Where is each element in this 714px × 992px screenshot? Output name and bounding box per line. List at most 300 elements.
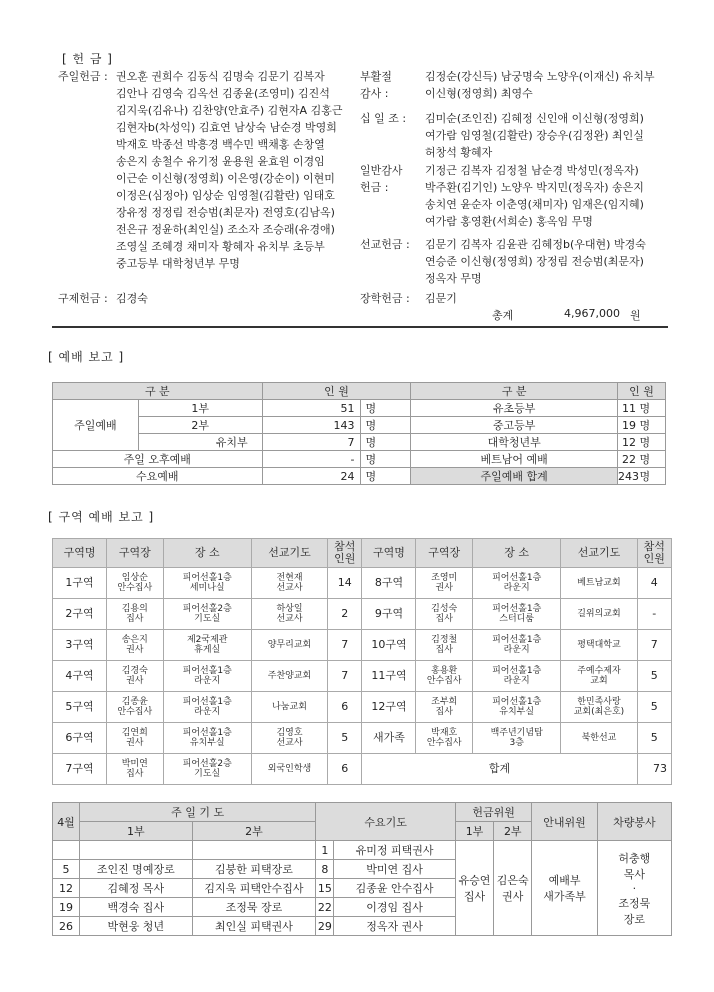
district-cell: [416, 599, 472, 630]
district-header-text: 구역장: [428, 546, 461, 559]
district-cell: [107, 723, 163, 754]
service-unit: 명: [639, 402, 651, 415]
district-cell: [251, 568, 327, 599]
district-cell-text: 주예수제자: [577, 666, 621, 676]
district-header-text: 참석: [334, 540, 356, 553]
district-cell: [107, 661, 163, 692]
service-name: 유초등부: [411, 400, 618, 417]
service-count-cell: [617, 400, 665, 417]
district-header-cell: [362, 539, 416, 568]
district-cell-text: 권사: [126, 738, 144, 748]
district-header-text: 선교기도: [268, 546, 311, 559]
service-unit: 명: [639, 419, 651, 432]
district-cell: [416, 568, 472, 599]
offering-donor-line: 김문기 김복자 김윤관 김혜정b(우대현) 박경숙: [425, 238, 646, 251]
duty-wed-prayer: 김종윤 안수집사: [334, 879, 456, 898]
offering-donor-line: 장유정 정정림 전승범(최문자) 전영호(김남옥): [116, 206, 335, 219]
district-cell-text: 김용의: [121, 604, 148, 614]
district-cell: [163, 599, 251, 630]
district-cell-text: 주찬양교회: [267, 671, 312, 681]
service-count: 19: [621, 419, 636, 432]
duty-wed-date: 8: [316, 860, 334, 879]
district-cell-text: 2: [341, 607, 349, 620]
service-count: 12: [621, 436, 636, 449]
duty-text: 권사: [502, 890, 524, 903]
district-row: [53, 599, 672, 630]
district-cell-text: 집사: [126, 769, 144, 779]
district-cell-text: 12구역: [371, 700, 407, 713]
duty-prayer-service2: 김지욱 피택안수집사: [192, 879, 316, 898]
district-cell: [328, 568, 362, 599]
district-cell: [637, 661, 671, 692]
district-cell: [472, 692, 560, 723]
offering-category-label: [58, 68, 108, 85]
duty-prayer-service1: 박현웅 청년: [80, 917, 193, 936]
duty-prayer-service2: 김붕한 피택장로: [192, 860, 316, 879]
offering-donor-list: [425, 236, 646, 287]
offering-donor-line: 김미순(조인진) 김혜정 신인애 이신형(정영희): [425, 112, 644, 125]
district-cell: [561, 692, 637, 723]
district-cell-text: 북한선교: [581, 733, 617, 743]
duty-wed-date: 1: [316, 841, 334, 860]
district-cell: [472, 568, 560, 599]
service-unit: 명: [361, 451, 411, 468]
district-header-text: 장 소: [504, 546, 530, 559]
district-cell-text: 길위의교회: [577, 609, 621, 619]
district-cell: [328, 692, 362, 723]
duty-text: 집사: [463, 890, 486, 903]
service-count: 24: [262, 468, 361, 485]
service-count-cell: [617, 434, 665, 451]
district-header-text: 장 소: [194, 546, 220, 559]
district-cell: [251, 661, 327, 692]
district-cell-text: 임상순: [121, 573, 148, 583]
duty-prayer-service2: 최인실 피택권사: [192, 917, 316, 936]
district-cell: [561, 661, 637, 692]
district-cell: [416, 692, 472, 723]
district-cell-text: 피어선홀1층: [492, 666, 542, 676]
district-cell: [163, 568, 251, 599]
duty-text: 조정묵: [618, 896, 651, 910]
district-cell-text: 3구역: [65, 638, 94, 651]
offering-donor-line: 김경숙: [116, 292, 148, 305]
offering-donor-line: 허창석 황혜자: [425, 146, 493, 159]
district-cell-text: 백주년기념탑: [490, 728, 543, 738]
district-cell: [53, 568, 107, 599]
offering-donor-list: [425, 68, 655, 102]
district-header-cell: [251, 539, 327, 568]
duty-wed-date: 29: [316, 917, 334, 936]
district-cell-text: 6: [341, 700, 349, 713]
district-header-cell: [472, 539, 560, 568]
offering-donor-line: 박주환(김기인) 노양우 박지민(정옥자) 송은지: [425, 181, 644, 194]
district-cell: [328, 630, 362, 661]
district-cell-text: 스터디룸: [499, 614, 535, 624]
offering-category-label-text: 구제헌금 :: [58, 292, 108, 305]
district-cell-text: 김영호: [276, 728, 303, 738]
district-cell-text: 선교사: [276, 738, 303, 748]
district-cell: [561, 568, 637, 599]
district-cell-text: 라운지: [194, 676, 221, 686]
district-cell-text: 7: [341, 638, 349, 651]
offering-category-label: [360, 68, 392, 102]
district-header-cell: [416, 539, 472, 568]
district-cell-text: 9구역: [374, 607, 404, 620]
district-row: [53, 754, 672, 785]
district-cell: [107, 754, 163, 785]
offering-category-label-text: 헌금 :: [360, 181, 389, 194]
service-name: 주일 오후예배: [53, 451, 263, 468]
district-cell-text: 피어선홀1층: [492, 697, 542, 707]
attendance-header-category: 구 분: [411, 383, 618, 400]
duty-service2-header: 2부: [192, 822, 316, 841]
duty-usher-header: 안내위원: [532, 803, 597, 841]
duty-text: 장로: [623, 912, 645, 926]
district-cell-text: 1구역: [65, 576, 94, 589]
duty-prayer-service2: [192, 841, 316, 860]
service-name: 유치부: [138, 434, 262, 451]
district-header-text: 인원: [643, 552, 665, 565]
district-cell-text: 기도실: [194, 769, 221, 779]
district-cell-text: 박재호: [431, 728, 458, 738]
duty-offer2-header: 2부: [494, 822, 532, 841]
offering-category-label-text: 감사 :: [360, 87, 389, 100]
duty-usher: [532, 841, 597, 936]
district-cell-text: 11구역: [371, 669, 407, 682]
offering-category-label-text: 장학헌금 :: [360, 292, 410, 305]
district-cell: [472, 661, 560, 692]
district-cell-text: 6: [341, 762, 349, 775]
offering-donor-line: 조영실 조혜경 채미자 황혜자 유치부 초등부: [116, 240, 325, 253]
district-cell-text: 김연희: [121, 728, 148, 738]
duty-prayer-service2: 조정묵 장로: [192, 898, 316, 917]
district-cell-text: 선교사: [276, 583, 303, 593]
district-cell-text: 라운지: [194, 707, 221, 717]
district-cell: [53, 630, 107, 661]
district-cell-text: 기도실: [194, 614, 221, 624]
district-cell-text: 유치부실: [499, 707, 535, 717]
district-cell-text: 4구역: [65, 669, 94, 682]
duty-service1-header: 1부: [80, 822, 193, 841]
district-cell-text: 5: [650, 669, 658, 682]
district-cell: [251, 723, 327, 754]
district-cell-text: 8구역: [374, 576, 404, 589]
district-cell-text: 조부희: [431, 697, 458, 707]
district-sum-label: 합계: [362, 754, 637, 785]
service-count: -: [262, 451, 361, 468]
district-cell: [251, 692, 327, 723]
district-sum-value: 73: [637, 754, 671, 785]
duty-date: [53, 841, 80, 860]
district-cell-text: 평택대학교: [577, 640, 621, 650]
district-cell: [637, 599, 671, 630]
district-cell: [163, 692, 251, 723]
district-cell-text: 피어선홀1층: [492, 573, 542, 583]
district-cell-text: 안수집사: [117, 707, 153, 717]
district-cell: [251, 630, 327, 661]
district-cell-text: 3층: [509, 738, 524, 748]
district-cell-text: 피어선홀1층: [182, 728, 232, 738]
district-cell: [637, 692, 671, 723]
duty-prayer-service1: 백경숙 집사: [80, 898, 193, 917]
district-header-cell: [637, 539, 671, 568]
duty-wed-prayer: 이경임 집사: [334, 898, 456, 917]
district-cell-text: 외국인학생: [267, 764, 312, 774]
offering-donor-list: [425, 110, 644, 161]
district-cell: [472, 723, 560, 754]
district-cell: [637, 568, 671, 599]
offering-divider: [52, 326, 668, 328]
district-cell: [362, 630, 416, 661]
offering-donor-line: 이신형(정영희) 최영수: [425, 87, 533, 100]
offering-donor-line: 여가람 임영철(김활란) 장승우(김정완) 최인실: [425, 129, 644, 142]
district-cell-text: 권사: [126, 676, 144, 686]
district-table: [52, 538, 672, 785]
district-cell-text: 집사: [435, 707, 453, 717]
attendance-header-count: 인 원: [617, 383, 665, 400]
district-cell-text: 7구역: [65, 762, 94, 775]
district-header-text: 구역명: [373, 546, 405, 559]
service-count: 7: [262, 434, 361, 451]
district-cell: [416, 630, 472, 661]
district-cell: [472, 599, 560, 630]
district-cell: [107, 630, 163, 661]
duty-date: 12: [53, 879, 80, 898]
district-cell-text: 라운지: [503, 645, 530, 655]
district-cell-text: 피어선홀2층: [182, 604, 232, 614]
district-row: [53, 723, 672, 754]
district-header-text: 구역명: [63, 546, 96, 559]
district-cell-text: 김경숙: [121, 666, 148, 676]
sunday-total-label: 주일예배 합계: [411, 468, 618, 485]
district-cell: [53, 692, 107, 723]
district-cell-text: 박미연: [121, 759, 148, 769]
duty-text: 새가족부: [543, 890, 586, 903]
service-count-cell: [617, 417, 665, 434]
offering-category-label-text: 주일헌금 :: [58, 70, 108, 83]
offering-donor-line: 김안나 김영숙 김옥선 김종윤(조영미) 김진석: [116, 87, 330, 100]
district-cell: [561, 599, 637, 630]
district-cell-text: 피어선홀1층: [492, 635, 542, 645]
district-cell-text: 안수집사: [117, 583, 153, 593]
duty-prayer-service1: 조인진 명예장로: [80, 860, 193, 879]
offering-donor-list: [116, 68, 342, 272]
district-cell-text: 7: [650, 638, 658, 651]
offering-donor-line: 이근순 이신형(정영희) 이은영(강순이) 이현미: [116, 172, 335, 185]
district-cell: [362, 723, 416, 754]
offering-donor-line: 김지욱(김유나) 김찬양(안효주) 김현자A 김홍근: [116, 104, 343, 117]
duty-text: 예배부: [548, 874, 581, 887]
offering-category-label-text: 십 일 조 :: [360, 112, 407, 125]
district-cell: [561, 723, 637, 754]
offering-donor-line: 송치연 윤순자 이춘영(채미자) 임재은(임지혜): [425, 198, 644, 211]
district-header-cell: [107, 539, 163, 568]
district-cell: [163, 754, 251, 785]
district-title: [ 구역 예배 보고 ]: [48, 510, 155, 524]
duty-wed-prayer: 유미정 피택권사: [334, 841, 456, 860]
service-count-cell: [617, 468, 665, 485]
service-name: 2부: [138, 417, 262, 434]
offering-category-label: [360, 162, 403, 196]
offering-donor-line: 박재호 박종선 박흥경 백수민 백채홍 손창열: [116, 138, 325, 151]
duty-date: 19: [53, 898, 80, 917]
district-header-text: 인원: [334, 552, 356, 565]
service-name: 수요예배: [53, 468, 263, 485]
service-name: 중고등부: [411, 417, 618, 434]
district-cell-text: 5: [650, 731, 658, 744]
district-cell-text: 교회(최은호): [573, 707, 625, 717]
district-cell-text: 김성숙: [431, 604, 458, 614]
duty-wed-date: 22: [316, 898, 334, 917]
offering-donor-line: 이정은(심정아) 임상순 임영철(김활란) 임태호: [116, 189, 335, 202]
district-cell-text: 5구역: [65, 700, 94, 713]
service-unit: 명: [361, 400, 411, 417]
district-cell-text: 7: [341, 669, 349, 682]
district-cell-text: 10구역: [371, 638, 407, 651]
district-cell-text: 안수집사: [426, 738, 462, 748]
service-unit: 명: [361, 468, 411, 485]
district-cell-text: 나눔교회: [272, 702, 307, 712]
attendance-table: [52, 382, 666, 485]
duty-prayer-service1: 김혜정 목사: [80, 879, 193, 898]
district-cell: [251, 599, 327, 630]
district-cell: [637, 630, 671, 661]
duty-vehicle: [597, 841, 671, 936]
service-unit: 명: [639, 453, 651, 466]
district-cell: [328, 723, 362, 754]
duty-text: ·: [632, 881, 637, 895]
district-cell-text: 김종윤: [121, 697, 148, 707]
service-unit: 명: [361, 417, 411, 434]
district-row: [53, 630, 672, 661]
district-cell: [163, 630, 251, 661]
offering-category-label: [360, 290, 410, 307]
district-row: [53, 568, 672, 599]
district-cell: [362, 661, 416, 692]
district-cell-text: 권사: [126, 645, 144, 655]
district-row: [53, 661, 672, 692]
district-header-text: 참석: [643, 540, 665, 553]
offering-category-label-text: 선교헌금 :: [360, 238, 410, 251]
district-cell-text: 피어선홀1층: [182, 697, 232, 707]
district-cell-text: 교회: [590, 676, 608, 686]
district-header-cell: [53, 539, 107, 568]
district-cell-text: 라운지: [503, 676, 530, 686]
offering-category-label-text: 일반감사: [360, 164, 403, 177]
offering-donor-line: 중고등부 대학청년부 무명: [116, 257, 240, 270]
district-cell-text: 피어선홀1층: [492, 604, 542, 614]
offering-donor-list: [425, 162, 644, 230]
district-cell: [362, 599, 416, 630]
offering-donor-line: 연승준 이신형(정영희) 장정림 전승범(최문자): [425, 255, 644, 268]
district-cell: [53, 661, 107, 692]
district-cell-text: 라운지: [503, 583, 530, 593]
district-cell: [107, 568, 163, 599]
district-cell: [53, 723, 107, 754]
district-cell: [251, 754, 327, 785]
duty-offering-2: [494, 841, 532, 936]
district-cell: [416, 723, 472, 754]
district-cell-text: 피어선홀1층: [182, 666, 232, 676]
district-cell-text: 세미나실: [189, 583, 225, 593]
offering-donor-line: 김문기: [425, 292, 457, 305]
offering-category-label: [360, 236, 410, 253]
offering-donor-line: 전은규 정윤하(최인실) 조소자 조승래(유경애): [116, 223, 335, 236]
offering-donor-line: 권오훈 권희수 김동식 김명숙 김문기 김복자: [116, 70, 325, 83]
district-header-cell: [328, 539, 362, 568]
district-cell-text: 집사: [126, 614, 144, 624]
district-cell-text: 5: [650, 700, 658, 713]
district-cell: [53, 599, 107, 630]
district-cell-text: 4: [650, 576, 658, 589]
sunday-service-label: 주일예배: [53, 400, 139, 451]
duty-offering-header: 헌금위원: [455, 803, 532, 822]
offering-total-value: 4,967,000: [564, 307, 620, 320]
district-cell: [163, 661, 251, 692]
district-cell-text: 5: [341, 731, 349, 744]
district-cell: [107, 599, 163, 630]
district-cell-text: 한민족사랑: [577, 697, 621, 707]
service-count: 51: [262, 400, 361, 417]
district-cell-text: 6구역: [65, 731, 94, 744]
district-cell: [637, 723, 671, 754]
offering-donor-line: 김현자b(차성익) 김효연 남상숙 남순경 박영희: [116, 121, 337, 134]
district-cell-text: 피어선홀2층: [182, 759, 232, 769]
offering-total-label: 총계: [492, 309, 514, 322]
district-header-cell: [561, 539, 637, 568]
district-cell-text: 집사: [435, 645, 453, 655]
district-cell-text: 새가족: [373, 731, 405, 744]
district-cell: [107, 692, 163, 723]
sunday-total-count: 243: [617, 470, 639, 483]
duty-sunday-prayer-header: 주 일 기 도: [80, 803, 316, 822]
district-cell-text: 홍용환: [431, 666, 458, 676]
offering-total-unit: 원: [630, 309, 641, 322]
district-cell: [362, 692, 416, 723]
service-name: 베트남어 예배: [411, 451, 618, 468]
duty-text: 유승연: [458, 874, 491, 887]
duty-text: 김은숙: [496, 874, 529, 887]
district-cell-text: 베트남교회: [577, 578, 621, 588]
service-count: 22: [621, 453, 636, 466]
district-cell-text: 하상일: [276, 604, 303, 614]
district-cell-text: 권사: [435, 583, 453, 593]
duty-date: 5: [53, 860, 80, 879]
offering-donor-list: [425, 290, 457, 307]
service-unit: 명: [639, 470, 651, 483]
duty-roster-table: [52, 802, 672, 936]
service-name: 대학청년부: [411, 434, 618, 451]
service-count: 143: [262, 417, 361, 434]
offering-donor-line: 기정근 김복자 김정철 남순경 박성민(정옥자): [425, 164, 639, 177]
offering-donor-line: 송은지 송철수 유기정 윤용원 윤효원 이경임: [116, 155, 325, 168]
district-cell-text: 김정철: [431, 635, 458, 645]
district-cell-text: 피어선홀1층: [182, 573, 232, 583]
attendance-title: [ 예배 보고 ]: [48, 350, 125, 364]
offering-donor-line: 김정순(강신득) 남궁명숙 노양우(이재신) 유치부: [425, 70, 655, 83]
offering-category-label: [360, 110, 406, 127]
service-unit: 명: [639, 436, 651, 449]
district-cell: [472, 630, 560, 661]
district-cell-text: 전현재: [276, 573, 303, 583]
district-cell-text: 선교사: [276, 614, 303, 624]
offering-title: [ 헌 금 ]: [62, 52, 113, 66]
district-cell: [561, 630, 637, 661]
duty-row: [53, 841, 672, 860]
duty-month: 4월: [53, 803, 80, 841]
service-count: 11: [621, 402, 636, 415]
district-cell-text: 조영미: [431, 573, 458, 583]
